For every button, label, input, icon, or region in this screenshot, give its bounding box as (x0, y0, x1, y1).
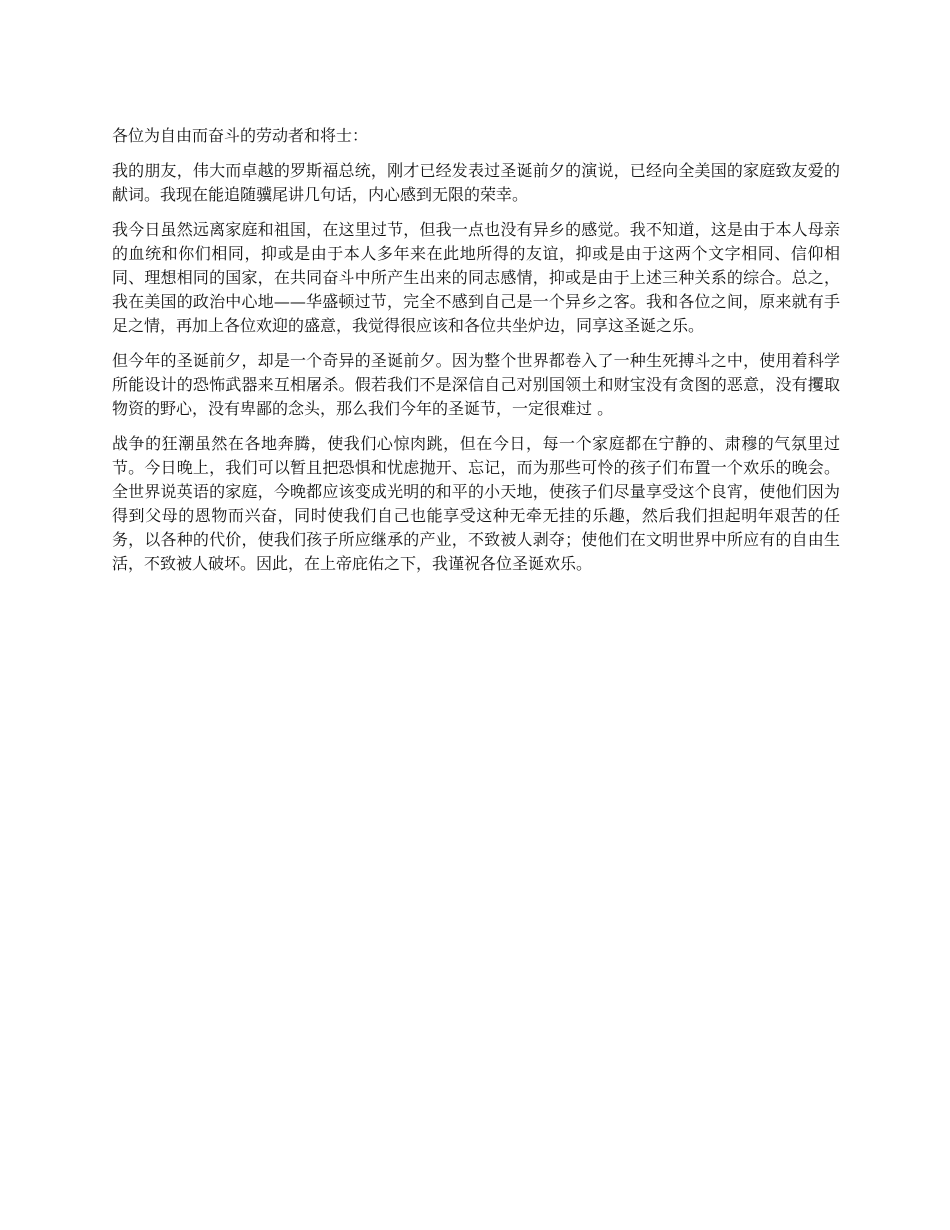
paragraph-4: 战争的狂潮虽然在各地奔腾，使我们心惊肉跳，但在今日，每一个家庭都在宁静的、肃穆的气氛里过节。今日晚上，我们可以暂且把恐惧和忧虑抛开、忘记，而为那些可怜的孩子们布置一个欢乐的晚会。全世界说英语的家庭，今晚都应该变成光明的和平的小天地，使孩子们尽量享受这个良宵，使他们因为得到父母的恩物而兴奋，同时使我们自己也能享受这种无牵无挂的乐趣，然后我们担起明年艰苦的任务，以各种的代价，使我们孩子所应继承的产业，不致被人剥夺；使他们在文明世界中所应有的自由生活，不致被人破坏。因此，在上帝庇佑之下，我谨祝各位圣诞欢乐。 (112, 434, 840, 573)
salutation: 各位为自由而奋斗的劳动者和将士： (112, 126, 369, 145)
document-body (112, 124, 840, 587)
paragraph-3: 但今年的圣诞前夕，却是一个奇异的圣诞前夕。因为整个世界都卷入了一种生死搏斗之中，使用着科学所能设计的恐怖武器来互相屠杀。假若我们不是深信自己对别国领土和财宝没有贪图的恶意，没有攫取物资的野心，没有卑鄙的念头，那么我们今年的圣诞节，一定很难过 。 (112, 351, 840, 418)
paragraph-2: 我今日虽然远离家庭和祖国，在这里过节，但我一点也没有异乡的感觉。我不知道，这是由于本人母亲的血统和你们相同，抑或是由于本人多年来在此地所得的友谊，抑或是由于这两个文字相同、信仰相同、理想相同的国家，在共同奋斗中所产生出来的同志感情，抑或是由于上述三种关系的综合。总之，我在美国的政治中心地——华盛顿过节，完全不感到自己是一个异乡之客。我和各位之间，原来就有手足之情，再加上各位欢迎的盛意，我觉得很应该和各位共坐炉边，同享这圣诞之乐。 (112, 220, 840, 335)
paragraph-1: 我的朋友，伟大而卓越的罗斯福总统，刚才已经发表过圣诞前夕的演说，已经向全美国的家庭致友爱的献词。我现在能追随骥尾讲几句话，内心感到无限的荣幸。 (112, 161, 840, 204)
